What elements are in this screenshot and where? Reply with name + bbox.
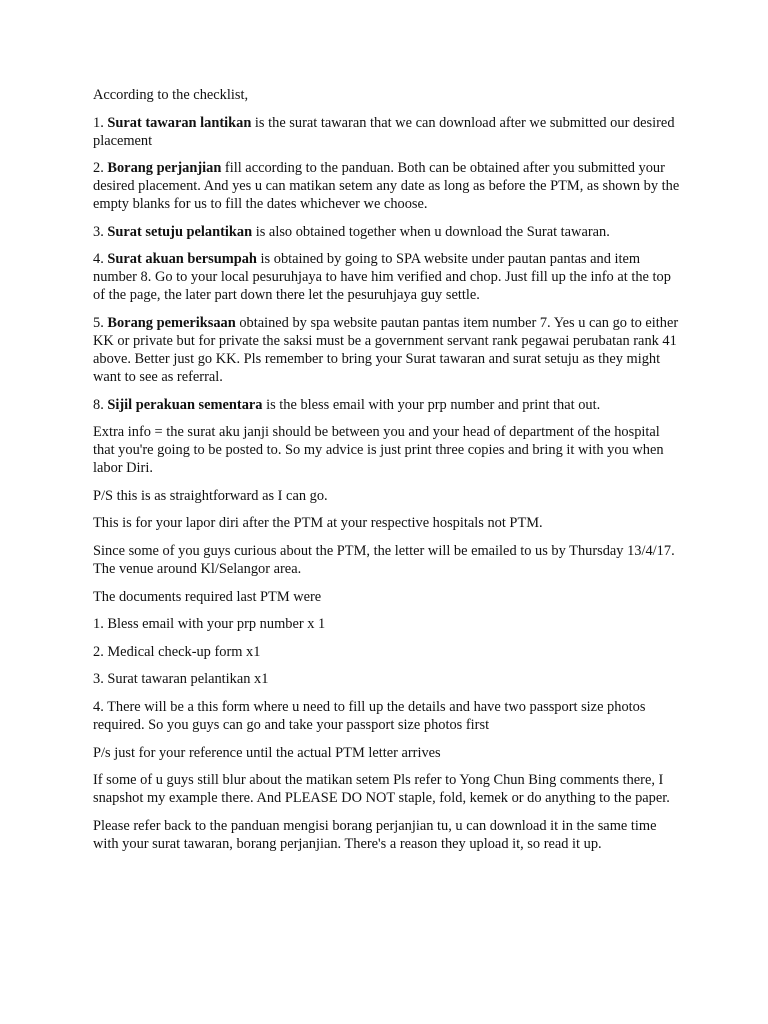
checklist-item-4: 4. Surat akuan bersumpah is obtained by going to SPA website under pautan pantas and item number 8. Go to your local pesuruhjaya to have him verified and chop. Just fill up the info at the top of the page, the later part down there let the pesuruhjaya guy settle. [93, 251, 671, 304]
reference-note-paragraph: P/s just for your reference until the actual PTM letter arrives [93, 744, 441, 761]
document-page [93, 86, 683, 862]
item-8-title: Sijil perakuan sementara [107, 396, 263, 413]
panduan-paragraph: Please refer back to the panduan mengisi borang perjanjian tu, u can download it in the same time with your surat tawaran, borang perjanjian. There's a reason they upload it, so read it up. [93, 817, 657, 852]
checklist-item-2: 2. Borang perjanjian fill according to the panduan. Both can be obtained after you submitted your desired placement. And yes u can matikan setem any date as long as before the PTM, as shown by the empty blanks for us to fill the dates whichever we choose. [93, 160, 680, 213]
ptm-doc-item-3: 3. Surat tawaran pelantikan x1 [93, 671, 269, 688]
item-1-title: Surat tawaran lantikan [107, 114, 252, 131]
item-4-title: Surat akuan bersumpah [107, 251, 257, 268]
item-5-title: Borang pemeriksaan [107, 314, 236, 331]
checklist-item-8: 8. Sijil perakuan sementara is the bless email with your prp number and print that out. [93, 396, 601, 413]
matikan-setem-paragraph: If some of u guys still blur about the matikan setem Pls refer to Yong Chun Bing comments there, I snapshot my example there. And PLEASE DO NOT staple, fold, kemek or do anything to the paper. [93, 772, 670, 807]
item-2-title: Borang perjanjian [107, 160, 222, 177]
checklist-item-3: 3. Surat setuju pelantikan is also obtained together when u download the Surat tawaran. [93, 223, 610, 240]
checklist-item-5: 5. Borang pemeriksaan obtained by spa website pautan pantas item number 7. Yes u can go to either KK or private but for private the saksi must be a government servant rank pegawai perubatan rank 41 above. Better just go KK. Pls remember to bring your Surat tawaran and surat setuju as they might want to see as referral. [93, 314, 679, 385]
ptm-doc-item-1: 1. Bless email with your prp number x 1 [93, 616, 326, 633]
ptm-doc-item-4: 4. There will be a this form where u need to fill up the details and have two passport size photos required. So you guys can go and take your passport size photos first [93, 698, 646, 733]
documents-required-heading: The documents required last PTM were [93, 588, 322, 605]
ps-paragraph: P/S this is as straightforward as I can go. [93, 487, 328, 504]
extra-info-paragraph: Extra info = the surat aku janji should be between you and your head of department of the hospital that you're going to be posted to. So my advice is just print three copies and bring it with you when labor Diri. [93, 424, 664, 477]
checklist-item-1: 1. Surat tawaran lantikan is the surat tawaran that we can download after we submitted our desired placement [93, 114, 675, 149]
ptm-letter-paragraph: Since some of you guys curious about the PTM, the letter will be emailed to us by Thursday 13/4/17. The venue around Kl/Selangor area. [93, 542, 675, 577]
lapor-diri-paragraph: This is for your lapor diri after the PTM at your respective hospitals not PTM. [93, 515, 543, 532]
ptm-doc-item-2: 2. Medical check-up form x1 [93, 643, 261, 660]
item-3-title: Surat setuju pelantikan [107, 223, 253, 240]
intro-paragraph: According to the checklist, [93, 87, 249, 103]
